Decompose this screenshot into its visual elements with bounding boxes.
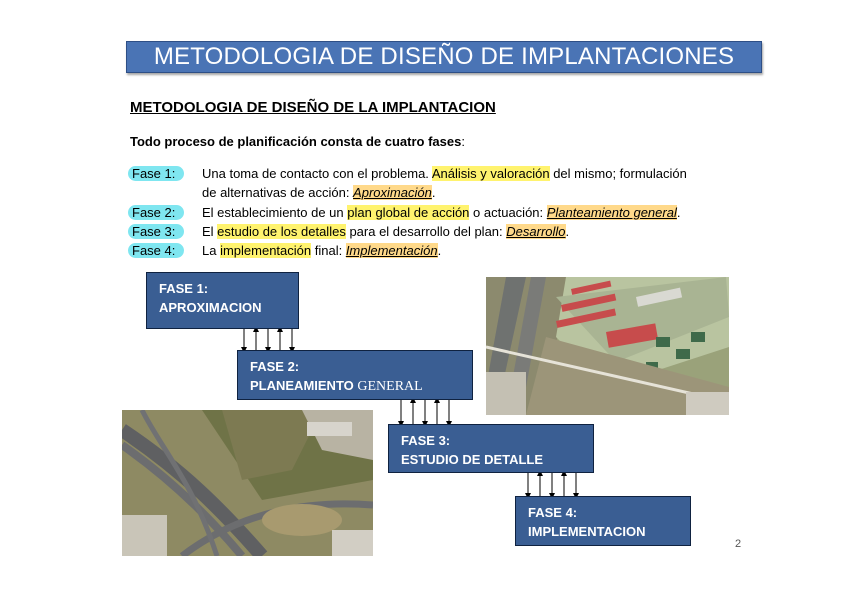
phase-text-1: Una toma de contacto con el problema. Análisis y valoración del mismo; formulación de alternativas de acción: Aproximación. <box>202 166 687 200</box>
phase-box-4 <box>515 496 691 546</box>
phase-box-3-label: FASE 3: <box>401 433 451 448</box>
intro-text: Todo proceso de planificación consta de cuatro fases: <box>130 134 465 149</box>
phase-box-1-title: APROXIMACION <box>159 300 262 315</box>
phase-box-4-label: FASE 4: <box>528 505 578 520</box>
phase-box-3-title: ESTUDIO DE DETALLE <box>401 452 544 467</box>
section-subtitle: METODOLOGIA DE DISEÑO DE LA IMPLANTACION <box>130 99 496 116</box>
phase-box-1 <box>146 272 299 329</box>
page-number: 2 <box>735 538 742 550</box>
phase-box-3 <box>388 424 594 473</box>
phase-tag-3: Fase 3: <box>128 224 184 239</box>
slide-title-banner: METODOLOGIA DE DISEÑO DE IMPLANTACIONES <box>126 41 762 73</box>
phase-box-4-title: IMPLEMENTACION <box>528 524 646 539</box>
phase-tag-4: Fase 4: <box>128 243 184 258</box>
phase-text-3: El estudio de los detalles para el desarrollo del plan: Desarrollo. <box>202 224 570 239</box>
phase-box-2-label: FASE 2: <box>250 359 300 374</box>
phase-box-2 <box>237 350 473 400</box>
phase-tag-1: Fase 1: <box>128 166 184 181</box>
phase-box-2-title: PLANEAMIENTO GENERAL <box>250 378 423 394</box>
phase-tag-2: Fase 2: <box>128 205 184 220</box>
phase-box-1-label: FASE 1: <box>159 281 209 296</box>
phase-text-2: El establecimiento de un plan global de acción o actuación: Planteamiento general. <box>202 205 681 220</box>
phase-text-4: La implementación final: Implementación. <box>202 243 442 258</box>
